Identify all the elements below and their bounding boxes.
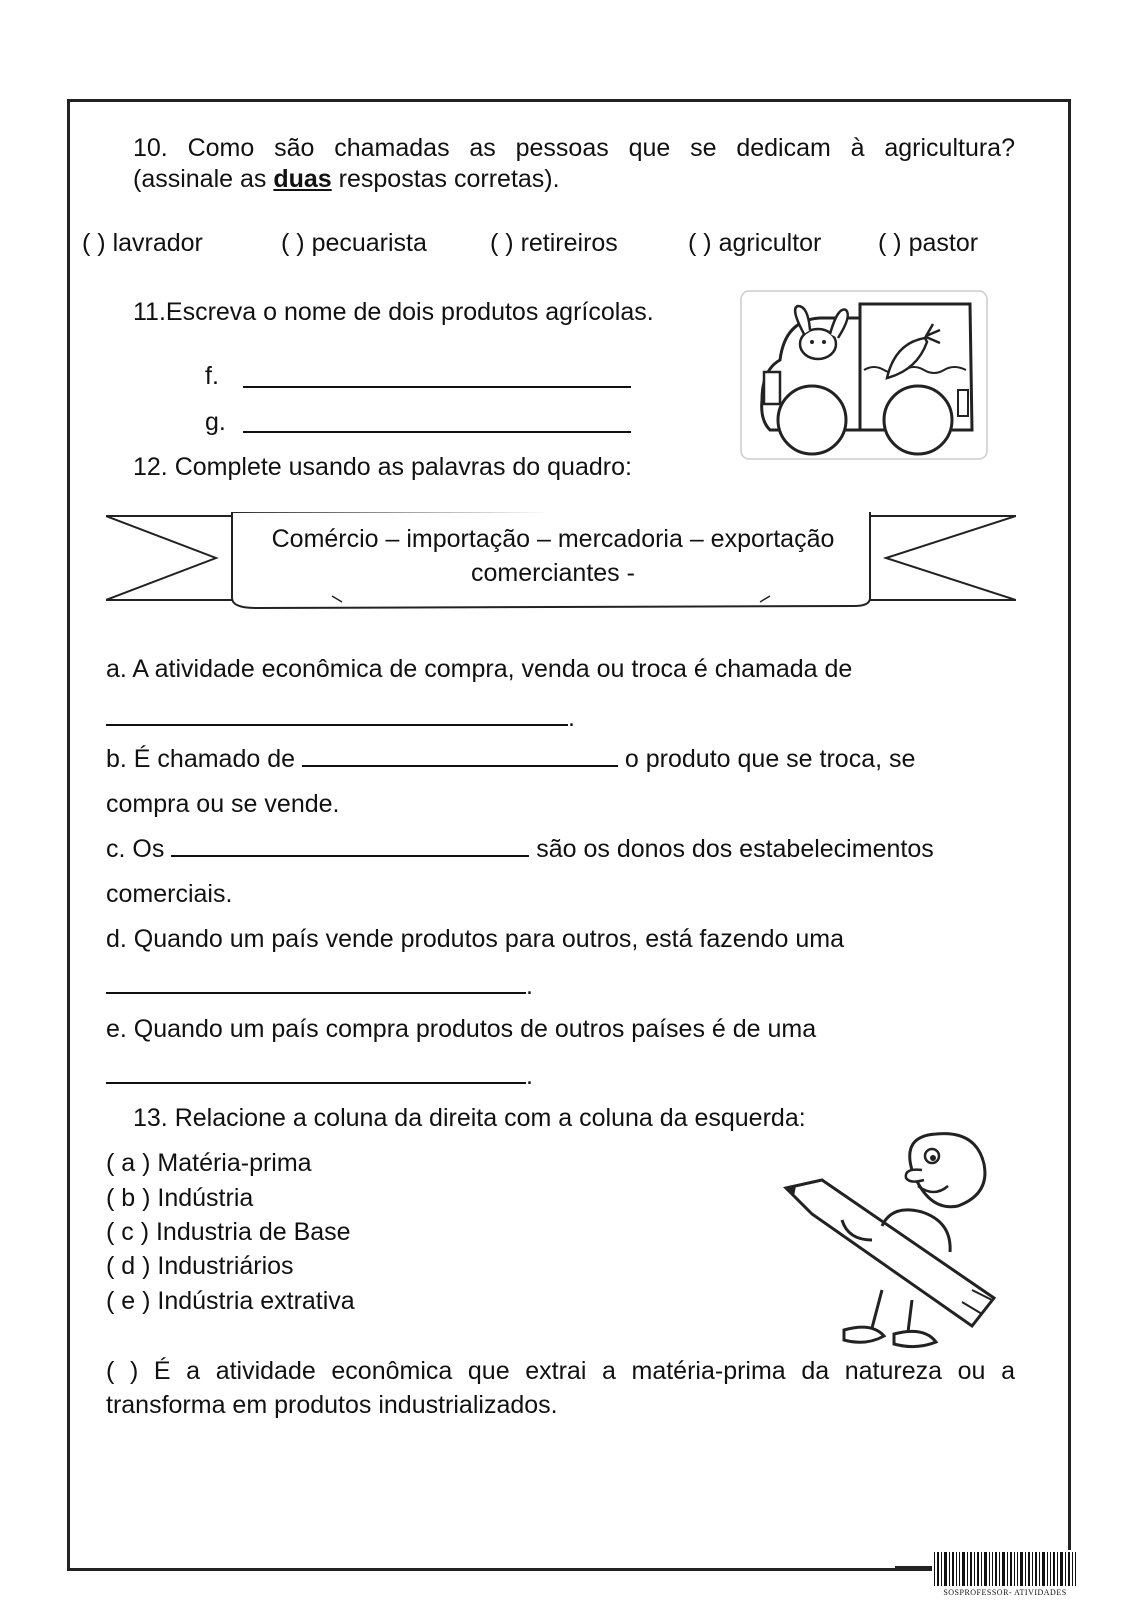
q10-line2 [133,163,560,195]
q13-statement-line2: transforma em produtos industrializados. [106,1391,558,1419]
option-checkbox[interactable]: ( ) [490,229,514,257]
q12-a-blank[interactable] [106,702,568,726]
q12-c-cont: comerciais. [106,880,233,908]
q12-e-end: . [526,1062,533,1090]
q13-item-e: ( e ) Indústria extrativa [106,1287,355,1315]
q12-c-suffix: são os donos dos estabelecimentos [536,835,934,863]
option-label: agricultor [718,229,822,257]
q12-d-blank-line [106,970,533,1002]
q10-option-agricultor[interactable] [688,227,821,259]
q12-c [106,833,934,865]
q12-b-suffix: o produto que se troca, se [624,745,916,773]
option-checkbox[interactable]: ( ) [281,229,305,257]
q13-item-d: ( d ) Industriários [106,1252,294,1280]
q12-a-blank-line [106,702,575,734]
q12-a: a. A atividade econômica de compra, venda ou troca é chamada de [106,655,853,683]
q11-blank-g[interactable] [243,431,631,433]
q12-a-end: . [568,704,575,732]
q10-option-pastor[interactable] [878,227,978,259]
q12-e-blank[interactable] [106,1060,526,1084]
q13-item-c: ( c ) Industria de Base [106,1218,351,1246]
answer-letter: g. [205,408,226,436]
barcode-label: SOSPROFESSOR- ATIVIDADES [943,1588,1067,1597]
q10-line2-suffix: respostas corretas). [338,165,560,193]
q13-item-a: ( a ) Matéria-prima [106,1149,312,1177]
q10-option-pecuarista[interactable] [281,227,427,259]
q12-c-blank[interactable] [171,833,529,857]
q12-d-end: . [526,972,533,1000]
q12-e: e. Quando um país compra produtos de outros países é de uma [106,1015,817,1043]
q12-e-blank-line [106,1060,533,1092]
q13-title: 13. Relacione a coluna da direita com a coluna da esquerda: [133,1104,806,1132]
q11-blank-f[interactable] [243,386,631,388]
q12-b-cont: compra ou se vende. [106,790,340,818]
word-bank-line1: Comércio – importação – mercadoria – exportação [271,525,835,553]
option-label: retireiros [520,229,618,257]
q10-line2-prefix: (assinale as [133,165,267,193]
answer-letter: f. [205,362,219,390]
pencil-character-illustration [782,1130,1012,1355]
q10-line1 [133,132,1015,164]
q10-option-retireiros[interactable] [490,227,618,259]
q13-statement-line1: ( ) É a atividade econômica que extrai a matéria-prima da natureza ou a [106,1357,1015,1385]
q11-title: 11.Escreva o nome de dois produtos agrícolas. [133,298,654,326]
option-label: pecuarista [311,229,427,257]
q13-item-b: ( b ) Indústria [106,1184,254,1212]
q12-title: 12. Complete usando as palavras do quadro: [133,453,632,481]
q12-d-blank[interactable] [106,970,526,994]
q12-b-prefix: b. É chamado de [106,745,296,773]
q11-answer-f [205,360,219,392]
option-checkbox[interactable]: ( ) [688,229,712,257]
q10-option-lavrador[interactable] [82,227,203,259]
q10-number: 10. [133,134,168,162]
truck-illustration [740,290,990,470]
word-bank-line2: comerciantes - [471,559,635,587]
q12-d: d. Quando um país vende produtos para outros, está fazendo uma [106,925,844,953]
q10-text: Como são chamadas as pessoas que se dedicam à agricultura? [187,134,1015,162]
word-bank-text [238,522,868,590]
option-checkbox[interactable]: ( ) [82,229,106,257]
q12-b-blank[interactable] [302,743,618,767]
q11-answer-g [205,406,226,438]
q12-b [106,743,915,775]
option-label: pastor [908,229,979,257]
barcode-icon [932,1550,1078,1590]
option-checkbox[interactable]: ( ) [878,229,902,257]
q12-c-prefix: c. Os [106,835,165,863]
option-label: lavrador [112,229,203,257]
q10-emphasis: duas [273,165,332,193]
